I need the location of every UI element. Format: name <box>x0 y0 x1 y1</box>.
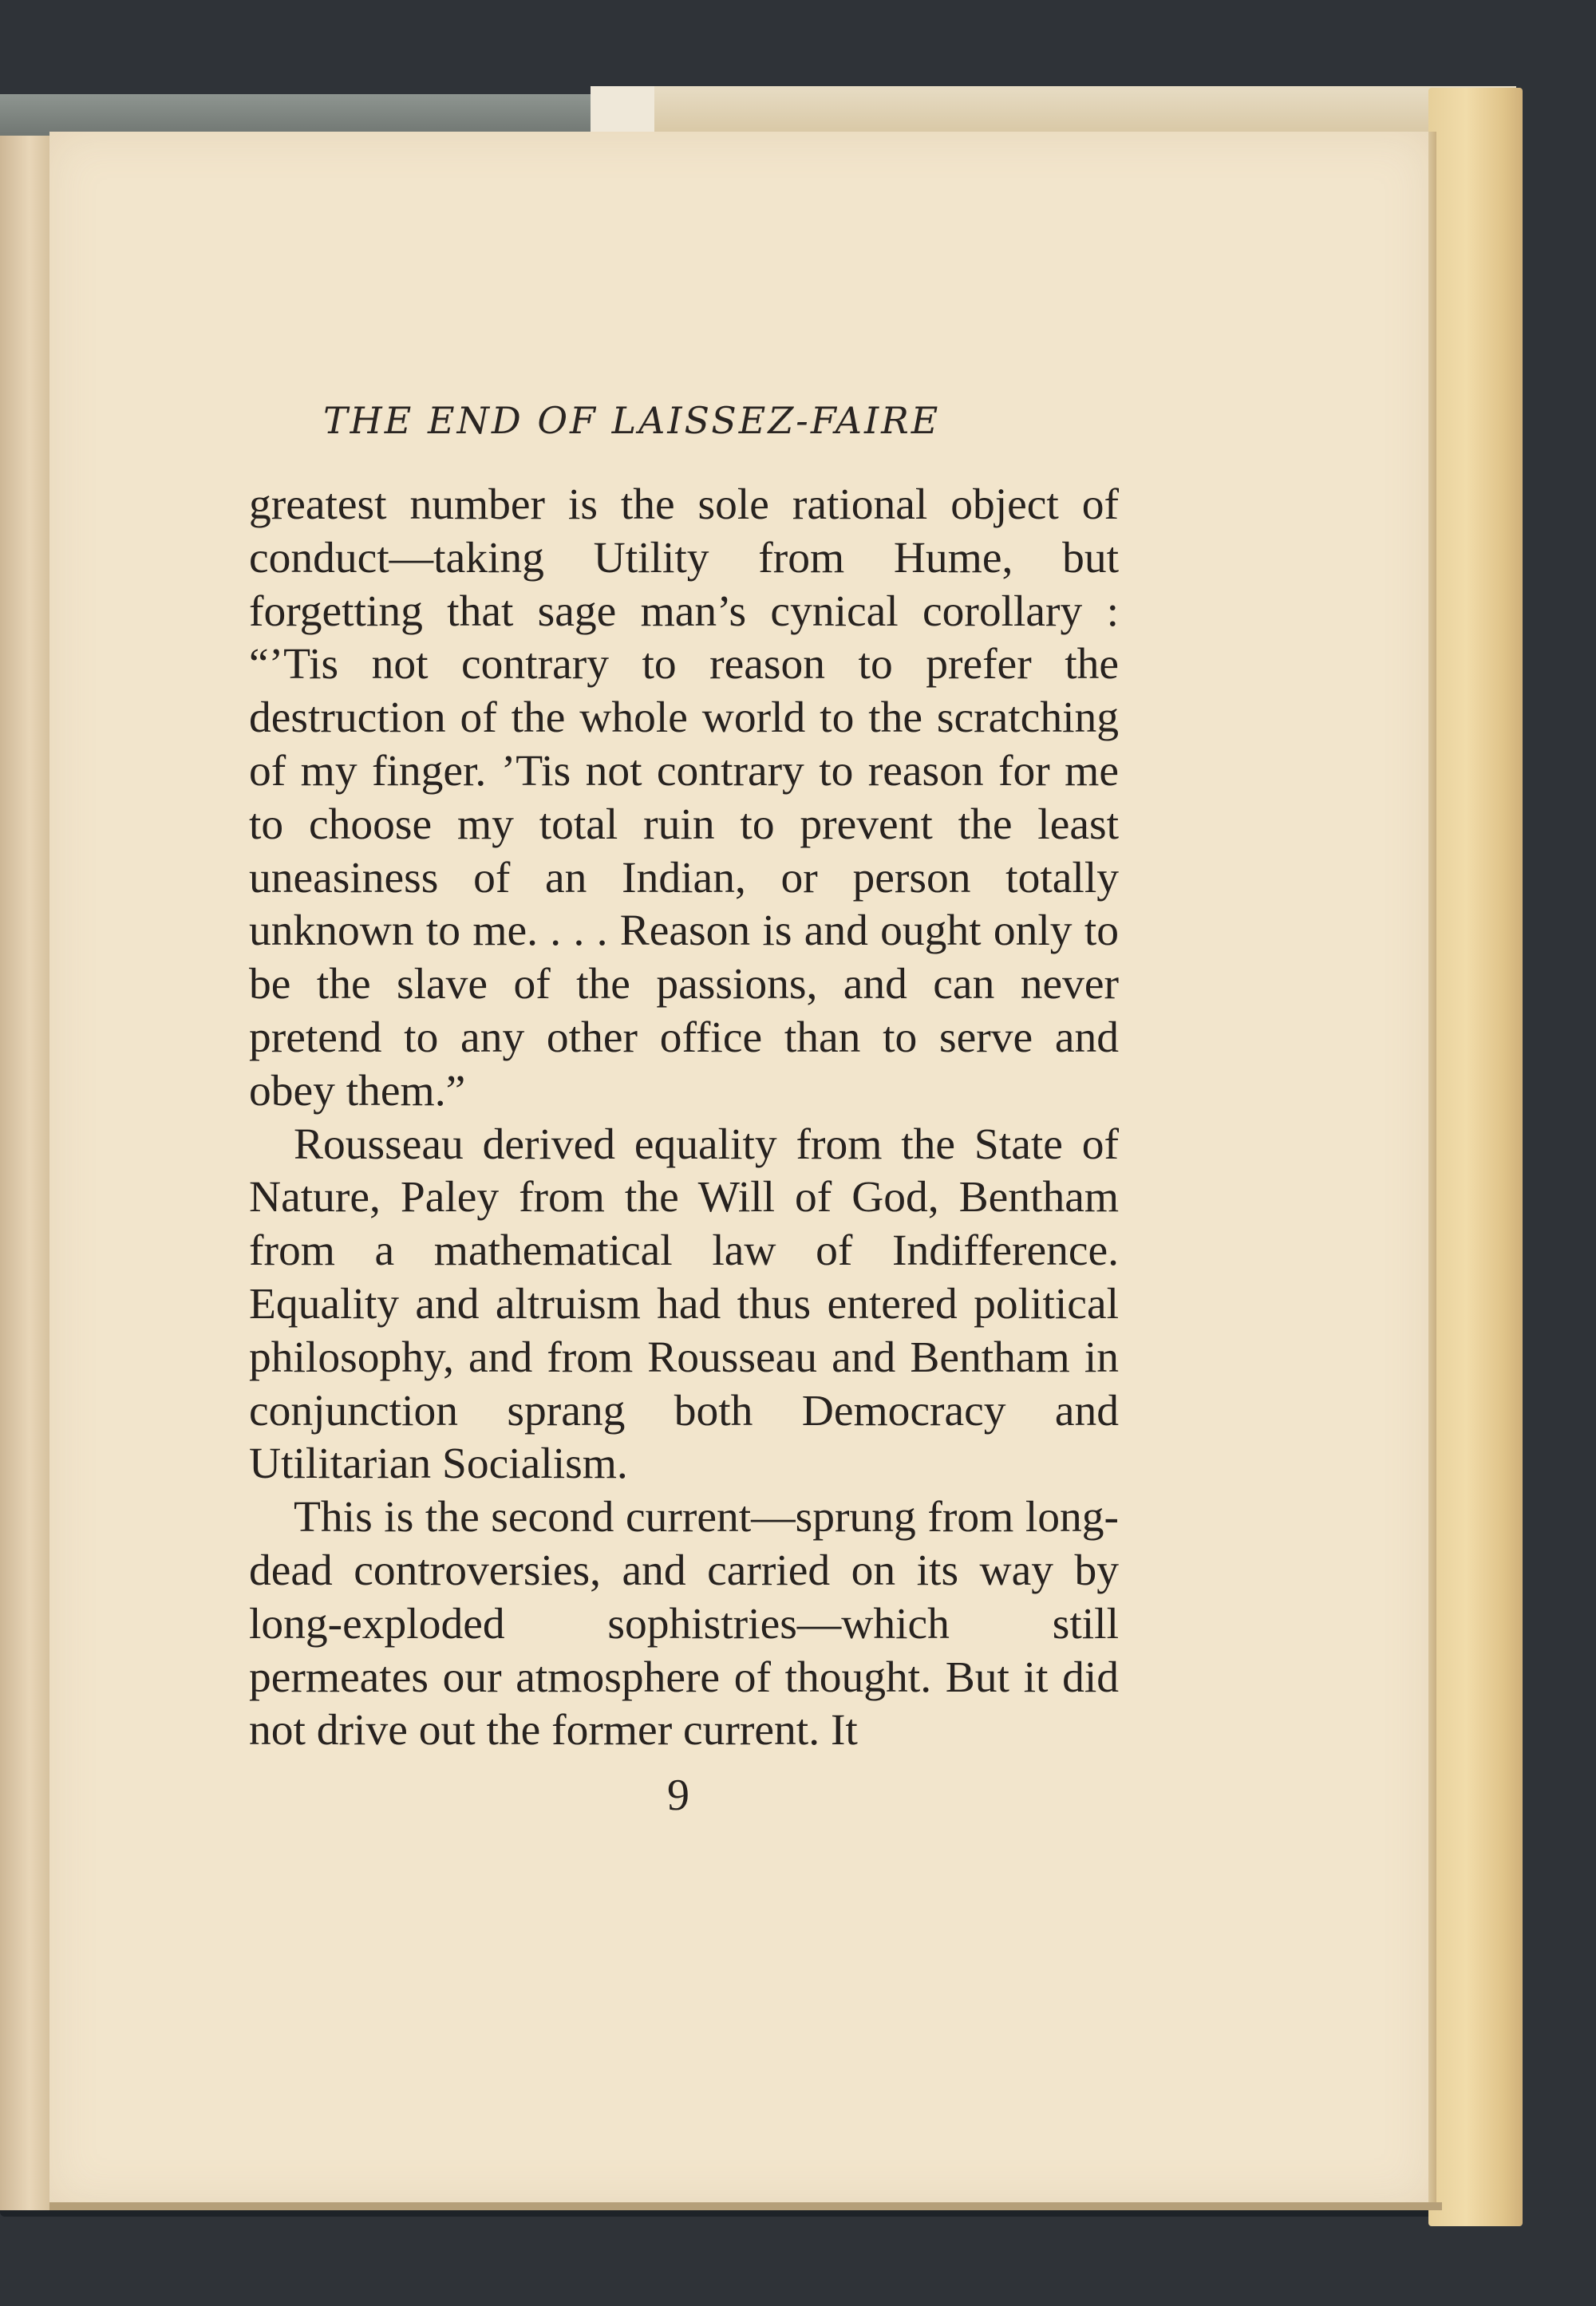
paragraph-rousseau: Rousseau derived equality from the State of Nature, Paley from the Will of God, Bentham from a mathematical law of Indifference. Equality and altruism had thus entered political philosophy, and from Rousseau and Bentham in conjunction sprang both Democracy and Utilitarian Socialism. <box>249 1119 1119 1489</box>
dust-jacket-right-edge <box>1428 88 1523 2226</box>
body-text <box>249 479 1119 1758</box>
page-number: 9 <box>667 1771 689 1820</box>
page-fore-edge <box>1428 132 1436 2206</box>
dust-jacket-fold <box>591 86 654 136</box>
page-bottom-edge <box>49 2202 1442 2210</box>
paragraph-second-current: This is the second current—sprung from long-dead controversies, and carried on its way by long-exploded sophistries—which still permeates our atmosphere of thought. But it did not drive out the former current. It <box>249 1493 1119 1755</box>
binding-page-sliver <box>0 136 51 2210</box>
dust-jacket-top-edge <box>591 86 1516 136</box>
paragraph-continued: greatest number is the sole rational object of conduct—taking Utility from Hume, but forgetting that sage man’s cynical corollary : “’Tis not contrary to reason to prefer the destruction of the whole world to the scratching of my finger. ’Tis not contrary to reason for me to choose my total ruin to prevent the least uneasiness of an Indian, or person totally unknown to me. . . . Reason is and ought only to be the slave of the passions, and can never pretend to any other office than to serve and obey them.” <box>249 480 1119 1115</box>
running-head: THE END OF LAISSEZ-FAIRE <box>323 399 941 442</box>
